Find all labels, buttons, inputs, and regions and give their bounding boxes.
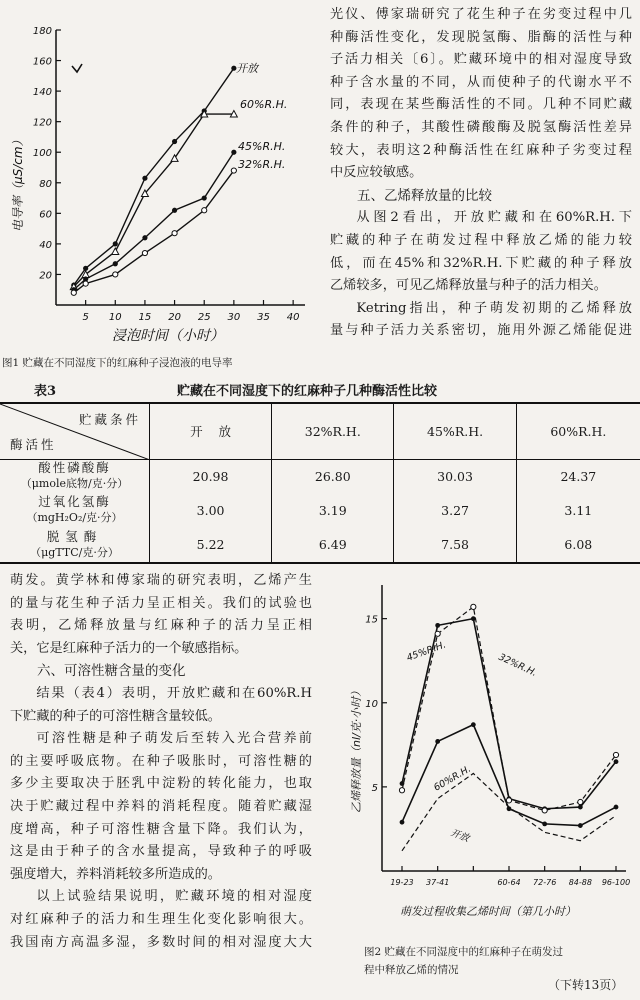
fig1-series-line [74,68,234,285]
fig2-point [435,631,440,636]
fig2-x-ticks [390,866,630,887]
x-tick-label: 15 [138,312,152,323]
table-cell: 30.03 [394,459,516,493]
fig2-series-labels [405,639,538,844]
table-3-row-unit: （μmole底物/克·分） [20,477,129,491]
fig2-y-axis-label: 乙烯释放量（nl/克·小时） [350,685,363,813]
fig1-series-label: 32%R.H. [238,158,286,171]
text-line: 结果（表4）表明，开放贮藏和在60%R.H [36,685,312,701]
fig1-series-label: 45%R.H. [238,140,286,153]
text-line: 同，表现在某些酶活性的不同。几种不同贮藏 [330,97,632,113]
fig1-point [172,231,177,236]
fig2-point [578,805,583,810]
table-cell: 3.27 [394,493,516,527]
fig1-point [113,241,118,246]
fig1-x-ticks [82,300,299,323]
fig1-point [172,139,177,144]
fig1-point [113,272,118,277]
text-line: 表明，乙烯释放量与红麻种子的活力呈正相 [10,618,312,634]
fig1-x-axis-label: 浸泡时间（小时） [112,328,224,344]
fig2-point [613,752,618,757]
fig1-scan-mark [72,64,82,72]
x-tick-label: 19-23 [390,878,414,887]
fig2-point [471,604,476,609]
fig2-point [471,722,476,727]
text-line: 子活力相关〔6〕。贮藏环境中的相对湿度导致 [330,52,632,68]
table-cell: 6.08 [564,537,593,552]
x-tick-label: 37-41 [426,878,450,887]
text-line: 萌发。黄学林和傅家瑞的研究表明，乙烯产生 [10,573,312,588]
y-tick-label: 140 [32,87,52,99]
fig1-point [202,208,207,213]
fig2-point [578,823,583,828]
x-tick-label: 30 [227,312,241,323]
text-line: 下贮藏的种子的可溶性糖含量较低。 [10,708,221,724]
y-tick-label: 10 [365,698,378,710]
text-line: 关，它是红麻种子活力的一个敏感指标。 [10,640,248,656]
fig2-point [435,739,440,744]
fig2-series-line [402,607,616,811]
text-line: 贮藏的种子在萌发过程中释放乙烯的能力较 [330,232,632,248]
table-cell: 20.98 [150,459,272,493]
table-3-corner-bottom: 酶活性 [10,436,57,452]
fig2-series-label: 45%R.H. [405,639,448,664]
table-3-label: 表3 [34,384,57,399]
y-tick-label: 100 [32,148,52,160]
fig2-point [542,808,547,813]
table-cell: 3.00 [150,493,272,527]
fig2-series-label: 32%R.H. [496,651,539,680]
text-line: 可溶性糖是种子萌发后至转入光合营养前 [36,731,312,747]
text-line: 的主要呼吸底物。在种子吸胀时，可溶性糖的 [10,753,312,769]
text-line: 种子含水量的不同，从而使种子的代谢水平不 [330,74,632,90]
x-tick-label: 84-88 [568,878,592,887]
fig1-point [202,195,207,200]
x-tick-label: 96-100 [601,878,631,887]
table-3-col-45: 45%R.H. [394,403,516,459]
text-line: 量与种子活力关系密切，施用外源乙烯能促进 [330,323,632,339]
y-tick-label: 60 [39,209,52,221]
fig2-caption-line2: 程中释放乙烯的情况 [364,964,459,976]
text-line: 度增高，种子可溶性糖含量下降。我们认为， [10,821,312,837]
text-line: Ketring指出，种子萌发初期的乙烯释放 [356,300,632,316]
fig2-point [506,798,511,803]
fig1-point [142,235,147,240]
left-bottom-paragraph-2 [10,683,312,954]
fig2-caption-line1: 图2 贮藏在不同湿度中的红麻种子在萌发过 [364,946,564,958]
x-tick-label: 5 [82,312,89,323]
fig1-point [172,208,177,213]
x-tick-label: 72-76 [533,878,557,887]
text-line: 条件的种子，其酸性磷酸酶及脱氢酶活性差异 [330,119,632,135]
fig1-series-line [74,152,234,290]
table-3 [0,402,640,564]
fig2-series-label: 开放 [448,827,471,845]
text-line: 我国南方高温多湿，多数时间的相对湿度大大 [10,934,312,950]
fig2-series [399,604,618,851]
text-line: 乙烯较多，可见乙烯释放量与种子的活力相关。 [330,278,607,294]
text-line: 种酶活性变化，发现脱氢酶、脂酶的活性与种 [330,29,632,45]
fig2-point [542,821,547,826]
text-line: 从图2看出，开放贮藏和在60%R.H.下 [356,210,632,226]
table-cell: 6.49 [272,527,394,563]
text-line: 这是由于种子的含水量提高，导致种子的呼吸 [10,844,312,860]
table-3-row-unit: （mgH₂O₂/克·分） [26,511,123,524]
y-tick-label: 15 [365,614,378,626]
text-line: 光仪、傅家瑞研究了花生种子在劣变过程中几 [330,7,632,22]
figure-2 [330,575,636,1000]
fig1-point [142,176,147,181]
table-3-row-unit: （μgTTC/克·分） [30,545,119,559]
table-3-row-name: 脱氢酶 [46,528,103,544]
left-column-bottom [10,570,312,954]
fig2-point [435,623,440,628]
fig1-point [83,281,88,286]
figure-1 [0,0,330,375]
fig1-caption: 图1 贮藏在不同湿度下的红麻种子浸泡液的电导率 [2,357,233,369]
fig1-series-line [74,114,234,287]
table-cell: 3.11 [564,502,593,518]
table-3-title-row [0,378,640,400]
text-line: 决于贮藏过程中养料的消耗程度。随着贮藏湿 [10,798,312,814]
y-tick-label: 80 [39,178,52,190]
x-tick-label: 35 [257,312,270,323]
y-tick-label: 120 [32,117,52,129]
fig1-point [231,150,236,155]
table-cell: 7.58 [394,527,516,563]
y-tick-label: 40 [39,239,52,251]
table-row [0,527,640,563]
text-line: 以上试验结果说明，贮藏环境的相对湿度 [36,889,312,905]
section-6-heading: 六、可溶性糖含量的变化 [37,663,186,680]
fig2-series-label: 60%R.H. [432,763,473,794]
fig1-y-ticks [33,26,61,281]
x-tick-label: 60-64 [497,878,521,887]
continued-note: （下转13页） [548,978,624,992]
fig2-point [399,788,404,793]
table-cell: 3.19 [272,493,394,527]
table-3-title: 贮藏在不同湿度下的红麻种子几种酶活性比较 [177,384,438,399]
y-tick-label: 20 [39,270,52,282]
y-tick-label: 160 [32,56,52,68]
fig1-point [71,290,76,295]
right-top-paragraph-2 [330,207,632,343]
x-tick-label: 25 [197,312,211,323]
fig1-series-label: 60%R.H. [240,98,288,111]
x-tick-label: 40 [286,312,300,323]
fig2-point [614,805,619,810]
table-cell: 26.80 [272,459,394,493]
table-3-row-name: 酸性磷酸酶 [38,460,111,476]
table-row [0,459,640,493]
x-tick-label: 10 [108,312,122,323]
text-line: 中反应较敏感。 [330,165,423,181]
section-5-heading: 五、乙烯释放量的比较 [357,187,492,204]
y-tick-label: 5 [371,782,378,794]
table-3-col-32: 32%R.H. [272,403,394,459]
fig2-point [578,799,583,804]
fig2-y-ticks [365,615,387,794]
fig1-point [113,261,118,266]
table-3-corner [0,403,150,459]
table-cell: 24.37 [560,468,597,484]
fig1-y-axis-label: 电导率（μS/cm） [11,134,25,232]
table-3-col-60: 60%R.H. [550,423,607,439]
table-3-corner-top: 贮藏条件 [79,412,142,427]
y-tick-label: 180 [32,26,52,37]
text-line: 的量与花生种子活力呈正相关。我们的试验也 [10,595,312,611]
x-tick-label: 20 [168,312,181,323]
fig1-series [70,66,237,296]
table-3-col-open: 开 放 [150,403,272,459]
table-3-row-name: 过氧化氢酶 [38,494,111,509]
fig1-point [231,168,236,173]
fig1-series-label: 开放 [236,62,258,75]
left-bottom-paragraph [10,570,312,660]
fig2-point [614,759,619,764]
fig1-point [112,248,119,255]
fig1-point [142,250,147,255]
fig1-series-labels [236,62,287,171]
table-cell: 5.22 [150,527,272,563]
text-line: 多少主要取决于胚乳中淀粉的转化能力，也取 [10,776,312,792]
right-column-top [330,4,632,343]
fig2-point [400,820,405,825]
fig2-x-axis-label: 萌发过程收集乙烯时间（第几小时） [400,905,576,918]
text-line: 强度增大，养料消耗较多所造成的。 [10,866,221,882]
right-top-paragraph [330,4,632,185]
table-row [0,493,640,527]
text-line: 较大，表明这2种酶活性在红麻种子劣变过程 [330,142,632,158]
text-line: 低，而在45%和32%R.H.下贮藏的种子释放 [330,255,632,271]
text-line: 对红麻种子的活力和生理生化变化影响很大。 [10,911,312,927]
